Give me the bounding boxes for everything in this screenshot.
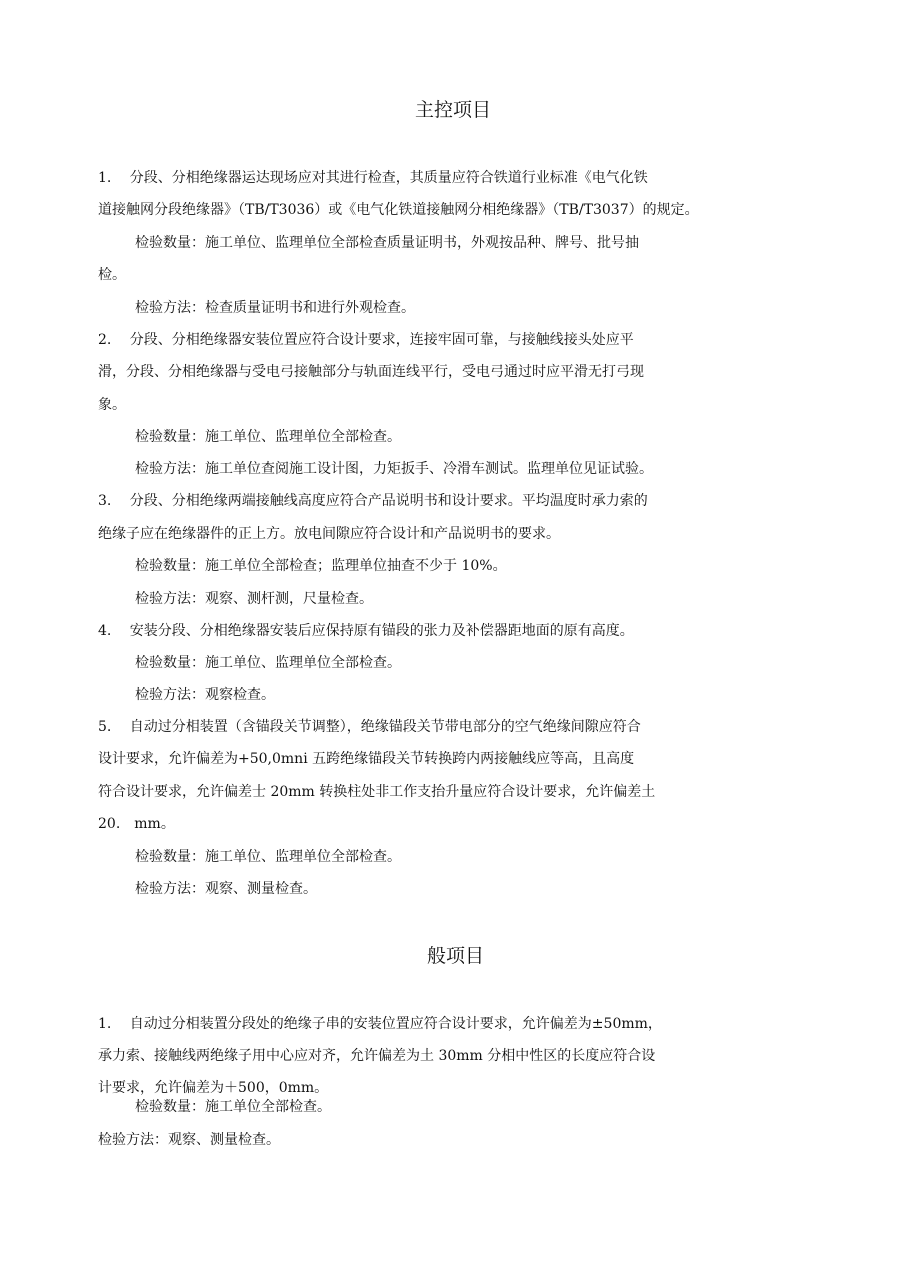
general-clause-1-line-3: 计要求，允许偏差为＋500，0mm。: [98, 1080, 329, 1096]
clause-2-inspect-method: 检验方法：施工单位查阅施工设计图，力矩扳手、冷滑车测试。监理单位见证试验。: [135, 461, 653, 477]
general-clause-1-line-2: 承力索、接触线两绝缘子用中心应对齐，允许偏差为土 30mm 分相中性区的长度应符合设: [98, 1048, 656, 1064]
clause-2-inspect-qty: 检验数量：施工单位、监理单位全部检查。: [135, 429, 401, 445]
clause-5-line-4: 20. mm。: [98, 816, 175, 832]
clause-5-line-3: 符合设计要求，允许偏差士 20mm 转换柱处非工作支抬升量应符合设计要求，允许偏差土: [98, 784, 656, 800]
general-clause-1-inspect-method: 检验方法：观察、测量检查。: [98, 1132, 280, 1148]
general-clause-1-inspect-qty: 检验数量：施工单位全部检查。: [135, 1099, 331, 1115]
clause-2-line-1: 2. 分段、分相绝缘器安装位置应符合设计要求，连接牢固可靠，与接触线接头处应平: [98, 332, 634, 348]
section-title-main-control: 主控项目: [415, 99, 492, 121]
clause-4-inspect-qty: 检验数量：施工单位、监理单位全部检查。: [135, 655, 401, 671]
clause-3-inspect-method: 检验方法：观察、测杆测，尺量检查。: [135, 591, 373, 607]
general-clause-1-line-1: 1. 自动过分相装置分段处的绝缘子串的安装位置应符合设计要求，允许偏差为±50mm，: [98, 1016, 662, 1032]
clause-1-inspect-method: 检验方法：检查质量证明书和进行外观检查。: [135, 300, 415, 316]
clause-4-inspect-method: 检验方法：观察检查。: [135, 687, 275, 703]
clause-3-inspect-qty: 检验数量：施工单位全部检查；监理单位抽查不少于 10%。: [135, 558, 507, 574]
clause-1-inspect-qty-line-1: 检验数量：施工单位、监理单位全部检查质量证明书，外观按品种、牌号、批号抽: [135, 235, 639, 251]
clause-5-inspect-method: 检验方法：观察、测量检查。: [135, 881, 317, 897]
clause-4-line-1: 4. 安装分段、分相绝缘器安装后应保持原有锚段的张力及补偿器距地面的原有高度。: [98, 623, 634, 639]
clause-5-inspect-qty: 检验数量：施工单位、监理单位全部检查。: [135, 849, 401, 865]
clause-5-line-1: 5. 自动过分相装置（含锚段关节调整），绝缘锚段关节带电部分的空气绝缘间隙应符合: [98, 719, 641, 735]
clause-3-line-1: 3. 分段、分相绝缘两端接触线高度应符合产品说明书和设计要求。平均温度时承力索的: [98, 493, 648, 509]
clause-5-line-2: 设计要求，允许偏差为+50,0mni 五跨绝缘锚段关节转换跨内两接触线应等高，且高度: [98, 751, 635, 767]
clause-2-line-3: 象。: [98, 397, 126, 413]
clause-1-line-1: 1. 分段、分相绝缘器运达现场应对其进行检查，其质量应符合铁道行业标准《电气化铁: [98, 170, 648, 186]
clause-1-inspect-qty-line-2: 检。: [98, 267, 126, 283]
clause-2-line-2: 滑，分段、分相绝缘器与受电弓接触部分与轨面连线平行，受电弓通过时应平滑无打弓现: [98, 364, 644, 380]
clause-3-line-2: 绝缘子应在绝缘器件的正上方。放电间隙应符合设计和产品说明书的要求。: [98, 526, 560, 542]
section-title-general: 般项目: [427, 945, 485, 967]
clause-1-line-2: 道接触网分段绝缘器》（TB/T3036）或《电气化铁道接触网分相绝缘器》（TB/T3037）的规定。: [98, 202, 699, 218]
